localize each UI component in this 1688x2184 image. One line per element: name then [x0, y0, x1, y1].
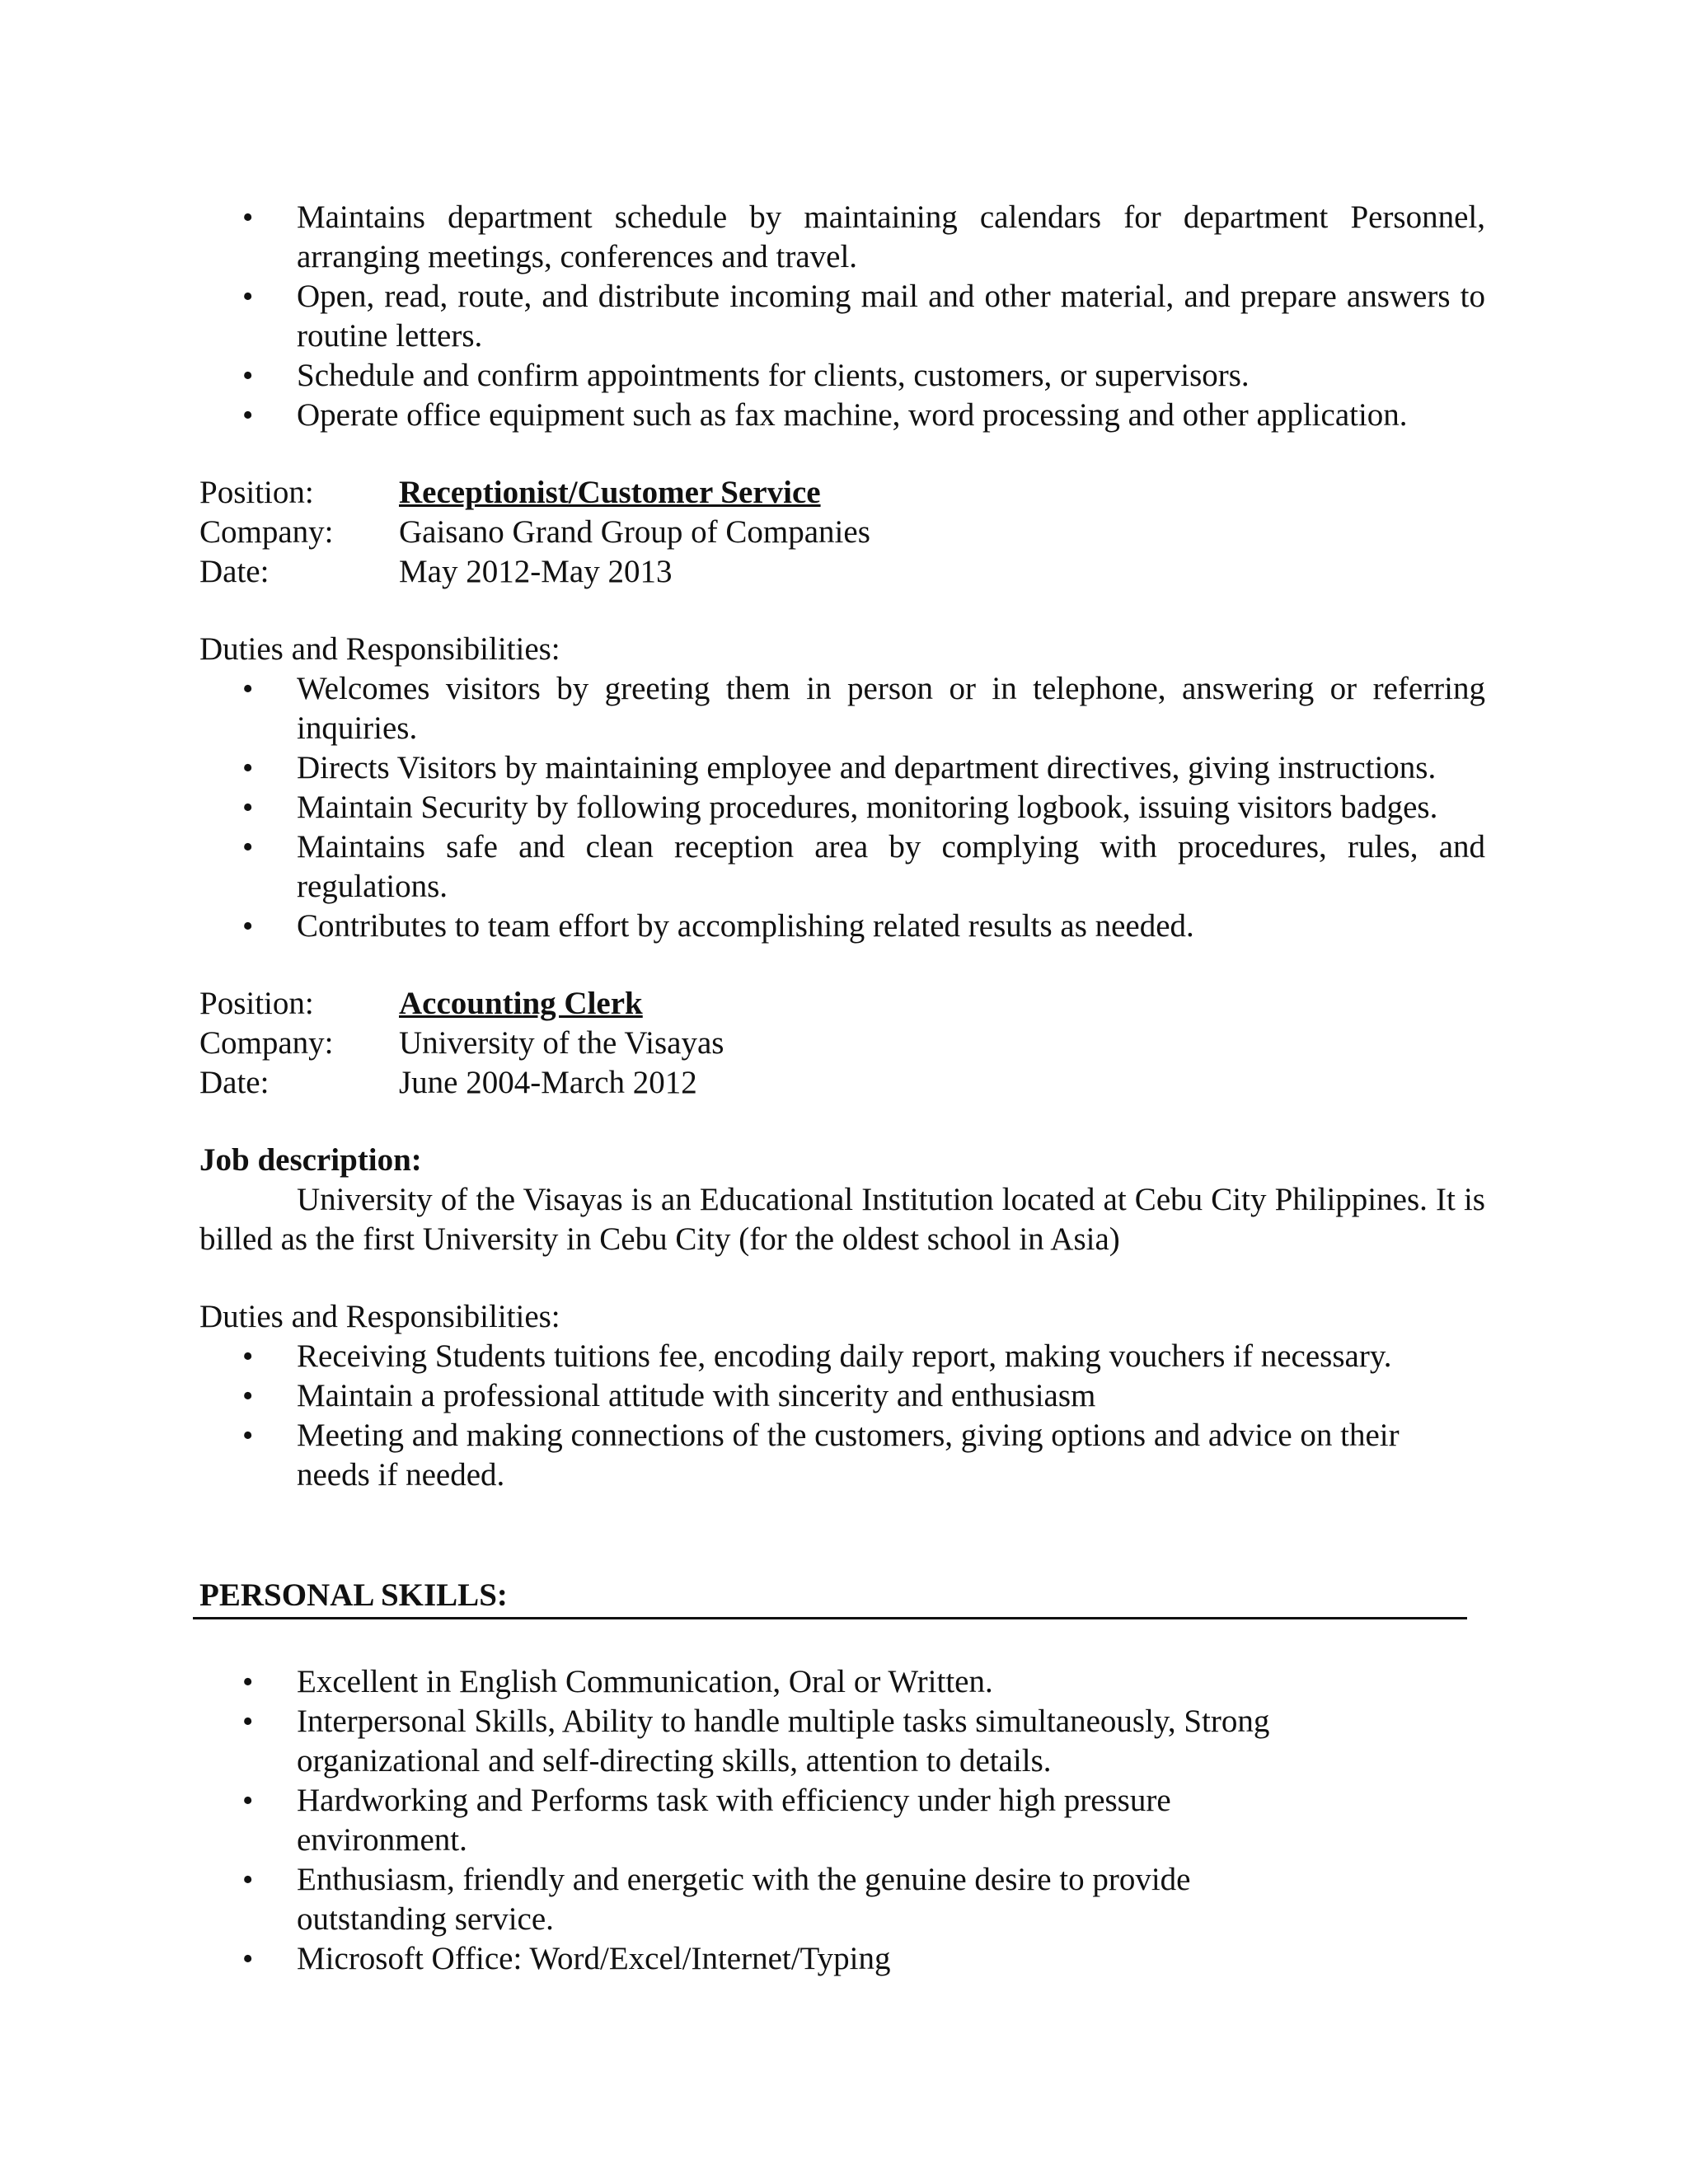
top-duties-list: [199, 198, 1485, 435]
job-description-heading: Job description:: [199, 1142, 422, 1178]
date-label: Date:: [199, 554, 270, 589]
resume-content: [199, 198, 1485, 1979]
company-label: Company:: [199, 514, 334, 550]
list-item: • Directs Visitors by maintaining employee and department directives, giving instructions.: [297, 748, 1485, 788]
position-title: Receptionist/Customer Service: [399, 475, 821, 510]
company-row: [199, 1024, 1485, 1063]
list-item: • Receiving Students tuitions fee, encoding daily report, making vouchers if necessary.: [297, 1337, 1409, 1376]
position-row: [199, 473, 1485, 513]
list-item: • Welcomes visitors by greeting them in person or in telephone, answering or referring inquiries.: [297, 669, 1485, 748]
job-description-text: University of the Visayas is an Educational Institution located at Cebu City Philippines. It is billed as the first University in Cebu City (for the oldest school in Asia): [199, 1182, 1485, 1257]
date-row: [199, 552, 1485, 592]
date-row: [199, 1063, 1485, 1103]
list-item: • Meeting and making connections of the customers, giving options and advice on their needs if needed.: [297, 1416, 1409, 1495]
position-row: [199, 984, 1485, 1024]
company-row: [199, 513, 1485, 552]
duties-heading: Duties and Responsibilities:: [199, 1299, 560, 1334]
position-label: Position:: [199, 475, 314, 510]
list-item: • Operate office equipment such as fax machine, word processing and other application.: [297, 396, 1485, 435]
personal-skills-heading: PERSONAL SKILLS:: [193, 1576, 1467, 1619]
position-title: Accounting Clerk: [399, 986, 643, 1021]
company-name: University of the Visayas: [399, 1025, 724, 1061]
duties-heading: Duties and Responsibilities:: [199, 631, 560, 667]
personal-skills-list: [199, 1662, 1343, 1979]
job-entry-accounting: [199, 984, 1485, 1495]
job-entry-receptionist: [199, 473, 1485, 946]
company-name: Gaisano Grand Group of Companies: [399, 514, 870, 550]
list-item: • Enthusiasm, friendly and energetic with the genuine desire to provide outstanding service.: [297, 1860, 1343, 1939]
list-item: • Maintain Security by following procedures, monitoring logbook, issuing visitors badges.: [297, 788, 1485, 827]
list-item: • Interpersonal Skills, Ability to handle multiple tasks simultaneously, Strong organizational and self-directing skills, attention to details.: [297, 1702, 1343, 1781]
date-range: June 2004-March 2012: [399, 1065, 697, 1100]
date-label: Date:: [199, 1065, 270, 1100]
list-item: • Maintains department schedule by maintaining calendars for department Personnel, arranging meetings, conferences and travel.: [297, 198, 1485, 277]
list-item: • Hardworking and Performs task with efficiency under high pressure environment.: [297, 1781, 1343, 1860]
list-item: • Schedule and confirm appointments for clients, customers, or supervisors.: [297, 356, 1485, 396]
list-item: • Open, read, route, and distribute incoming mail and other material, and prepare answers to routine letters.: [297, 277, 1485, 356]
list-item: • Microsoft Office: Word/Excel/Internet/Typing: [297, 1939, 1343, 1979]
duties-list: [199, 1337, 1409, 1495]
list-item: • Maintains safe and clean reception area by complying with procedures, rules, and regulations.: [297, 827, 1485, 907]
company-label: Company:: [199, 1025, 334, 1061]
date-range: May 2012-May 2013: [399, 554, 673, 589]
list-item: • Contributes to team effort by accomplishing related results as needed.: [297, 907, 1485, 946]
position-label: Position:: [199, 986, 314, 1021]
list-item: • Excellent in English Communication, Oral or Written.: [297, 1662, 1343, 1702]
list-item: • Maintain a professional attitude with sincerity and enthusiasm: [297, 1376, 1409, 1416]
duties-list: [199, 669, 1485, 946]
